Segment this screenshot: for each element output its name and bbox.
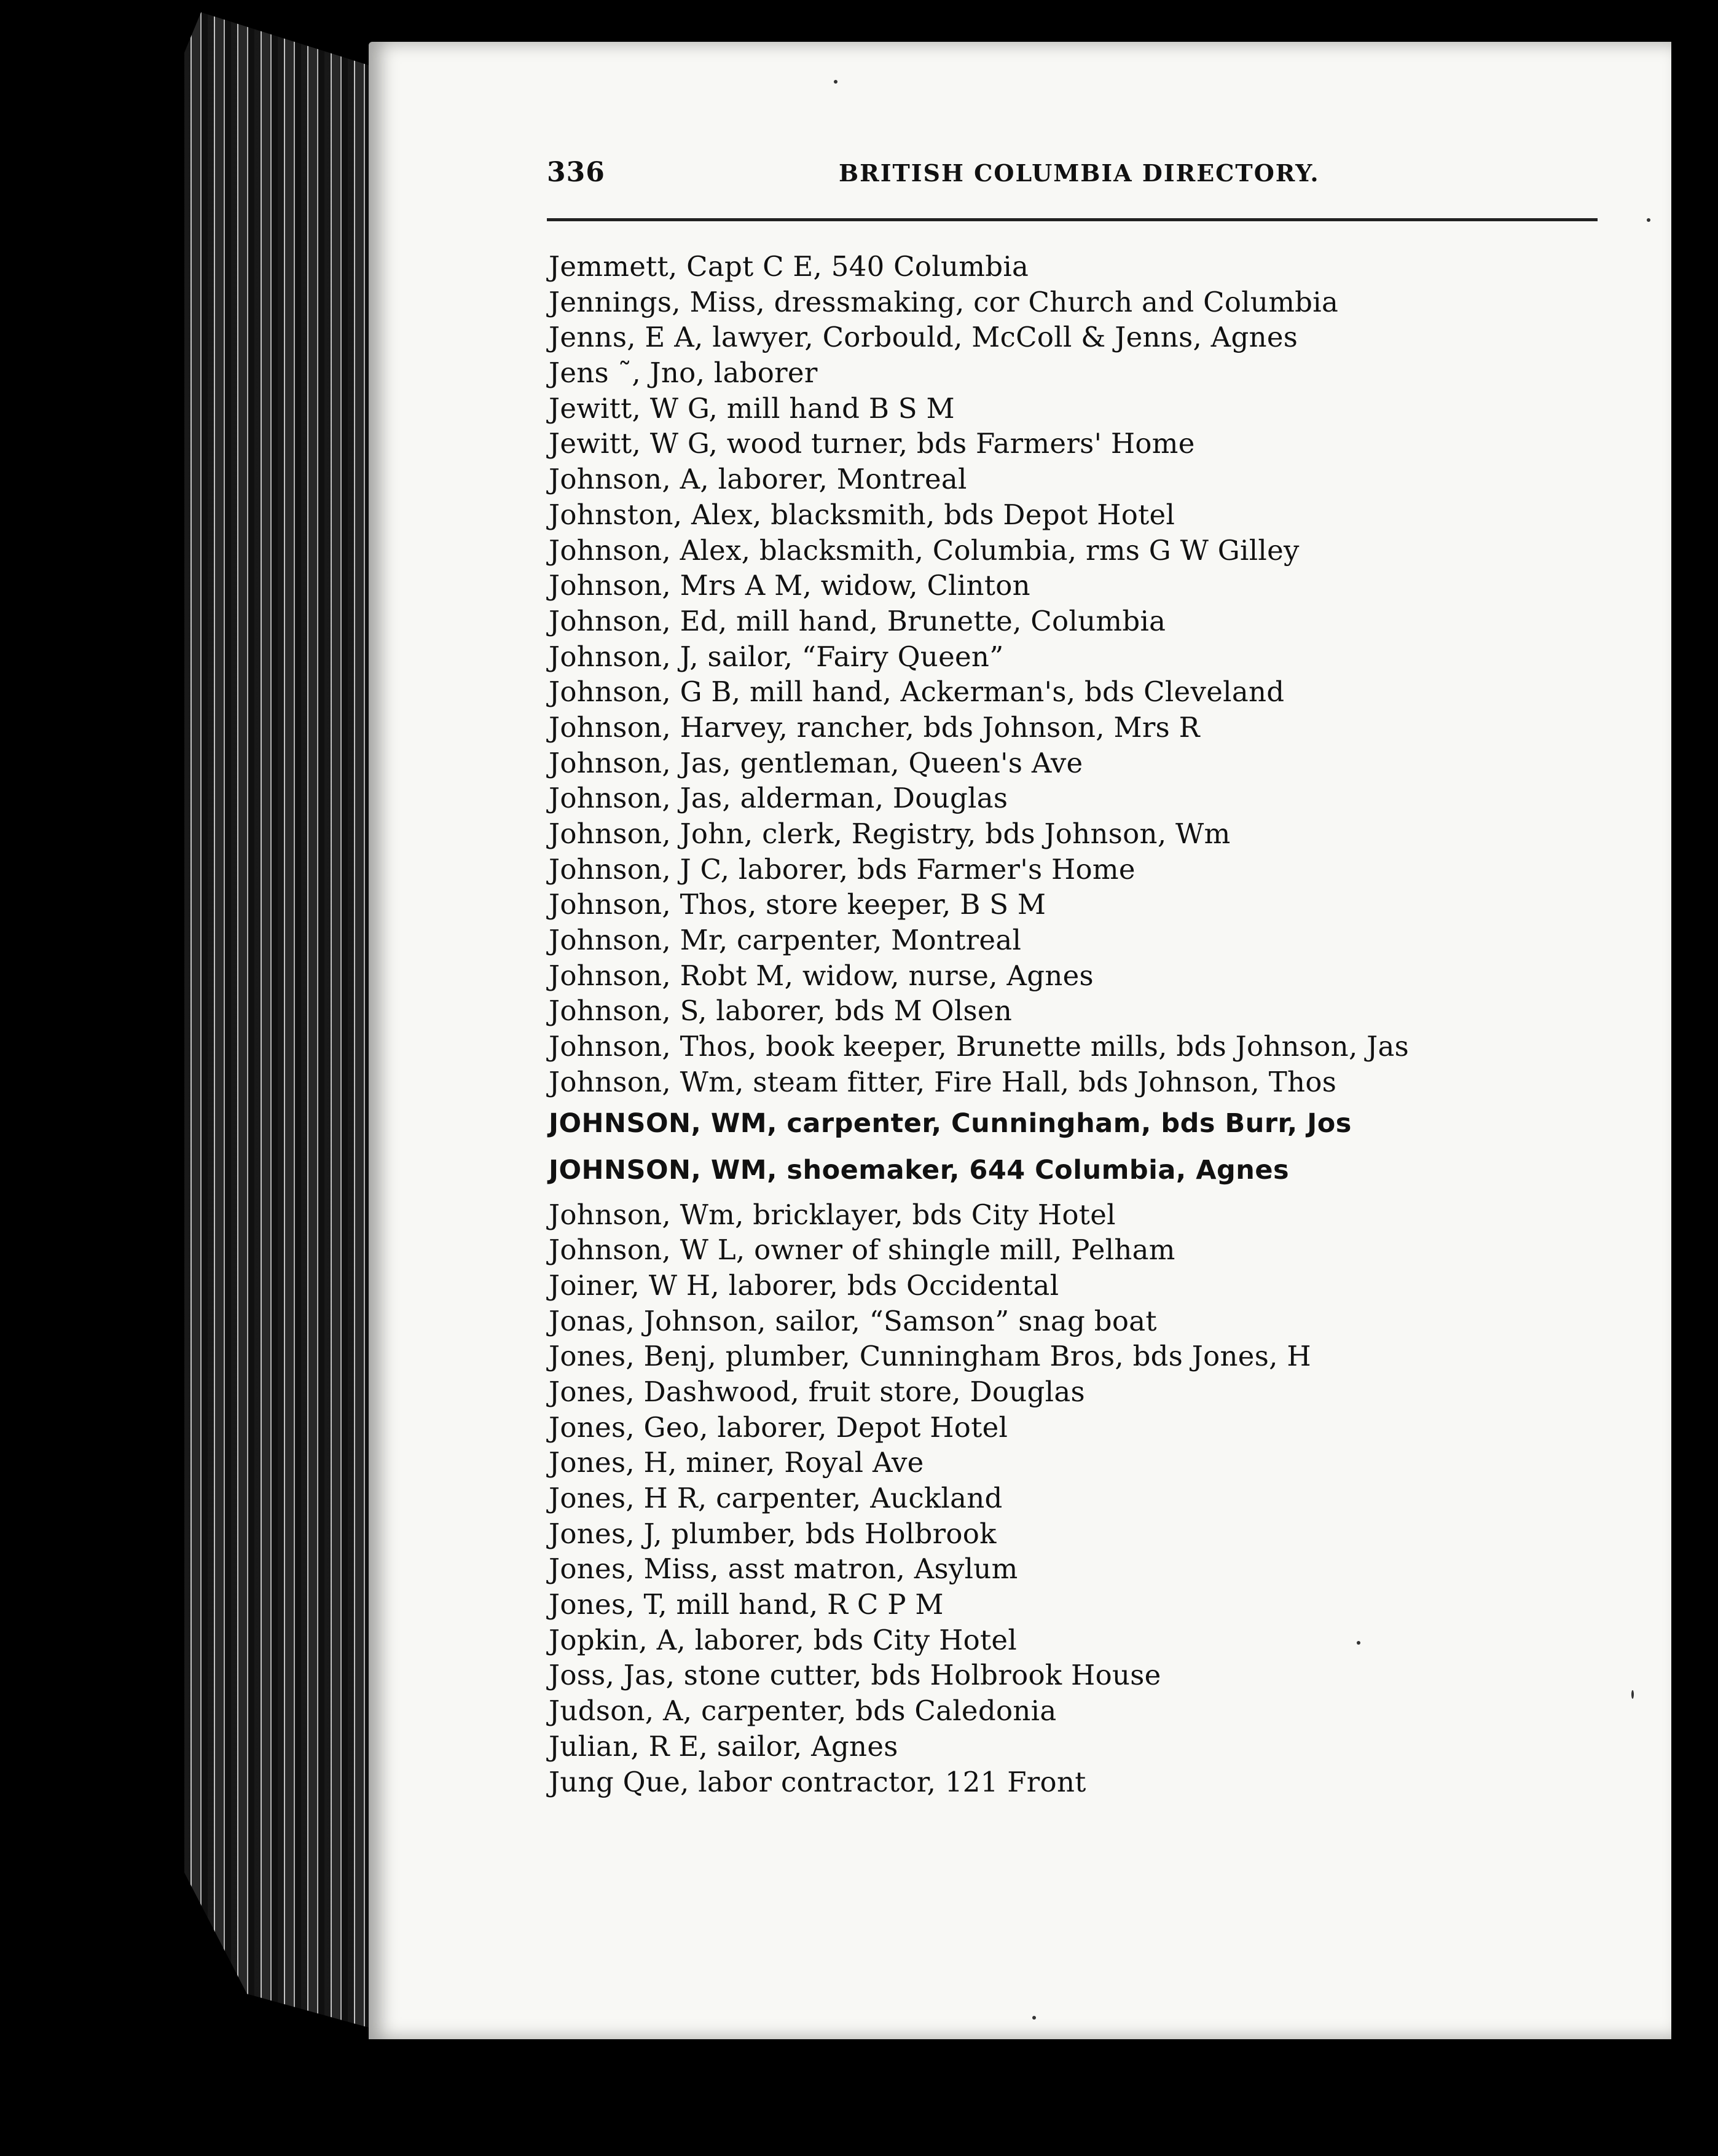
page-header	[547, 157, 1339, 194]
page-number: 336	[547, 157, 605, 188]
scan-speck	[1631, 1690, 1634, 1699]
directory-entry: Johnson, Wm, steam fitter, Fire Hall, bds Johnson, Thos	[549, 1065, 1337, 1098]
directory-entry: Johnson, Thos, store keeper, B S M	[549, 888, 1046, 921]
directory-entry: Johnson, J, sailor, “Fairy Queen”	[549, 640, 1004, 673]
directory-entry: Johnson, Jas, gentleman, Queen's Ave	[549, 746, 1083, 779]
directory-entry: Jennings, Miss, dressmaking, cor Church and Columbia	[549, 285, 1339, 318]
scan-speck	[1032, 2016, 1036, 2020]
directory-entry: Jopkin, A, laborer, bds City Hotel	[549, 1623, 1018, 1656]
directory-entry: Johnston, Alex, blacksmith, bds Depot Hotel	[549, 498, 1175, 531]
running-title: BRITISH COLUMBIA DIRECTORY.	[839, 159, 1320, 187]
directory-entry: Jones, Dashwood, fruit store, Douglas	[549, 1375, 1085, 1408]
directory-entry: Johnson, A, laborer, Montreal	[549, 463, 967, 496]
directory-entry: Johnson, Ed, mill hand, Brunette, Columbia	[549, 604, 1166, 637]
directory-entry: Jenns, E A, lawyer, Corbould, McColl & Jenns, Agnes	[549, 321, 1298, 354]
directory-entry: Johnson, Mr, carpenter, Montreal	[549, 924, 1022, 957]
directory-entry: Jones, Benj, plumber, Cunningham Bros, bds Jones, H	[549, 1340, 1311, 1373]
directory-entry: Johnson, W L, owner of shingle mill, Pelham	[549, 1233, 1175, 1267]
directory-entry: Jones, Miss, asst matron, Asylum	[549, 1552, 1018, 1586]
directory-entry: Johnson, Jas, alderman, Douglas	[549, 782, 1008, 815]
scan-speck	[834, 80, 837, 84]
directory-entry: Jones, J, plumber, bds Holbrook	[549, 1517, 997, 1550]
directory-entry: Johnson, Wm, bricklayer, bds City Hotel	[549, 1198, 1116, 1231]
directory-entry: Jones, Geo, laborer, Depot Hotel	[549, 1410, 1008, 1444]
directory-entry: Johnson, Robt M, widow, nurse, Agnes	[549, 959, 1094, 992]
scan-right-border	[1671, 42, 1696, 2039]
directory-entry-bold: JOHNSON, WM, shoemaker, 644 Columbia, Agnes	[549, 1154, 1290, 1186]
directory-entries	[549, 249, 1655, 1800]
directory-entry: Jones, H, miner, Royal Ave	[549, 1446, 924, 1479]
directory-entry: Jung Que, labor contractor, 121 Front	[549, 1765, 1086, 1798]
scan-speck	[1357, 1641, 1360, 1645]
directory-entry: Jones, T, mill hand, R C P M	[549, 1588, 944, 1621]
directory-entry: Joiner, W H, laborer, bds Occidental	[549, 1269, 1059, 1302]
directory-entry: Julian, R E, sailor, Agnes	[549, 1729, 898, 1763]
directory-entry: Johnson, G B, mill hand, Ackerman's, bds Cleveland	[549, 675, 1285, 709]
directory-entry: Johnson, S, laborer, bds M Olsen	[549, 994, 1013, 1028]
directory-entry: Jewitt, W G, mill hand B S M	[549, 391, 955, 425]
directory-entry: Joss, Jas, stone cutter, bds Holbrook House	[549, 1659, 1161, 1692]
directory-entry: Johnson, John, clerk, Registry, bds Johnson, Wm	[549, 817, 1231, 850]
directory-entry: Johnson, Alex, blacksmith, Columbia, rms G W Gilley	[549, 533, 1300, 567]
header-rule	[547, 218, 1598, 221]
directory-entry: Johnson, Mrs A M, widow, Clinton	[549, 569, 1030, 602]
scan-speck	[1647, 218, 1650, 222]
directory-entry: Johnson, J C, laborer, bds Farmer's Home	[549, 852, 1136, 886]
book-page-edges	[184, 12, 393, 2034]
directory-entry: Johnson, Thos, book keeper, Brunette mills, bds Johnson, Jas	[549, 1030, 1410, 1063]
directory-entry: Jens ˜, Jno, laborer	[549, 356, 818, 390]
directory-entry: Judson, A, carpenter, bds Caledonia	[549, 1694, 1057, 1728]
directory-entry: Jewitt, W G, wood turner, bds Farmers' Home	[549, 427, 1195, 460]
directory-entry: Johnson, Harvey, rancher, bds Johnson, Mrs R	[549, 710, 1200, 744]
directory-entry: Jonas, Johnson, sailor, “Samson” snag boat	[549, 1304, 1157, 1337]
directory-entry-bold: JOHNSON, WM, carpenter, Cunningham, bds Burr, Jos	[549, 1108, 1352, 1139]
directory-entry: Jones, H R, carpenter, Auckland	[549, 1482, 1003, 1514]
directory-entry: Jemmett, Capt C E, 540 Columbia	[549, 250, 1029, 283]
